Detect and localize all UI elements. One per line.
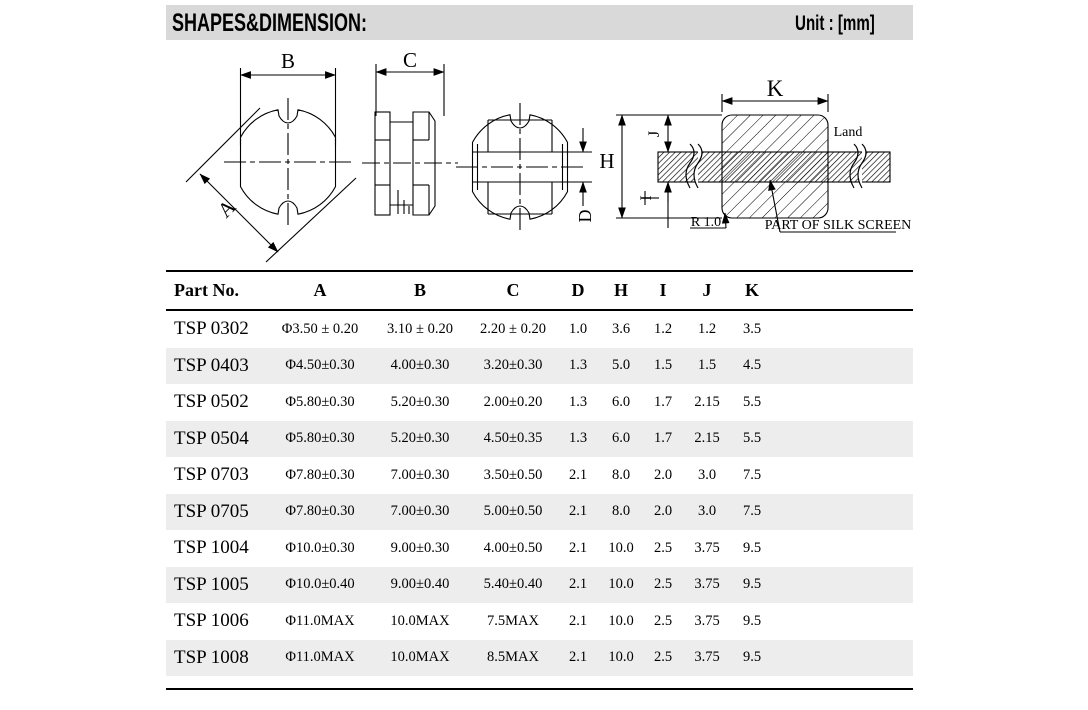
dim-value: 4.5 bbox=[742, 357, 762, 374]
unit-label: Unit : [mm] bbox=[795, 12, 875, 35]
dim-label-a: A bbox=[212, 194, 241, 223]
dim-value: 1.5 bbox=[653, 357, 673, 374]
dim-value: 2.1 bbox=[568, 649, 588, 666]
dim-value: 5.0 bbox=[611, 357, 631, 374]
dim-value: 3.75 bbox=[694, 612, 720, 629]
table-row bbox=[166, 311, 913, 348]
dim-value: 1.3 bbox=[568, 357, 588, 374]
dim-value: 2.15 bbox=[694, 393, 720, 410]
dim-value: 2.5 bbox=[653, 576, 673, 593]
column-header-b: B bbox=[413, 280, 426, 300]
table-body bbox=[166, 311, 913, 676]
part-number: TSP 1005 bbox=[174, 573, 249, 595]
column-header-d: D bbox=[571, 280, 585, 300]
section-title: SHAPES&DIMENSION: bbox=[172, 9, 368, 37]
dim-value: 3.75 bbox=[694, 539, 720, 556]
table-row bbox=[166, 384, 913, 421]
column-header-a: A bbox=[313, 280, 327, 300]
dim-value: 3.20±0.30 bbox=[483, 357, 543, 374]
table-header-row bbox=[166, 270, 913, 311]
dim-value: 3.5 bbox=[742, 320, 762, 337]
dim-value: 2.0 bbox=[653, 503, 673, 520]
dim-value: 6.0 bbox=[611, 430, 631, 447]
dim-value: Φ7.80±0.30 bbox=[285, 503, 355, 520]
dim-value: 9.00±0.40 bbox=[390, 576, 450, 593]
dim-value: 9.5 bbox=[742, 612, 762, 629]
dim-value: 3.6 bbox=[611, 320, 631, 337]
dim-value: 2.0 bbox=[653, 466, 673, 483]
dim-value: 5.40±0.40 bbox=[483, 576, 543, 593]
dim-value: 10.0 bbox=[608, 539, 634, 556]
dim-value: 2.5 bbox=[653, 649, 673, 666]
part-number: TSP 0703 bbox=[174, 464, 249, 486]
column-header-i: I bbox=[659, 280, 667, 300]
dim-value: 1.7 bbox=[653, 393, 673, 410]
dim-value: 5.00±0.50 bbox=[483, 503, 543, 520]
dim-value: 2.20 ± 0.20 bbox=[480, 320, 546, 337]
dim-value: Φ10.0±0.30 bbox=[285, 539, 355, 556]
dim-value: 1.7 bbox=[653, 430, 673, 447]
table-row bbox=[166, 421, 913, 458]
part-number: TSP 0504 bbox=[174, 427, 249, 449]
bottom-view bbox=[456, 103, 592, 231]
dim-value: 5.20±0.30 bbox=[390, 430, 450, 447]
dim-value: 1.2 bbox=[653, 320, 673, 337]
dim-value: Φ11.0MAX bbox=[285, 649, 355, 666]
dim-label-b: B bbox=[280, 50, 296, 73]
dim-value: 7.5MAX bbox=[487, 612, 539, 629]
dim-value: 9.5 bbox=[742, 539, 762, 556]
dim-value: Φ3.50 ± 0.20 bbox=[281, 320, 359, 337]
dim-value: 2.00±0.20 bbox=[483, 393, 543, 410]
dim-value: 10.0 bbox=[608, 576, 634, 593]
column-header-h: H bbox=[613, 280, 628, 300]
dim-value: 10.0MAX bbox=[390, 612, 450, 629]
technical-drawing bbox=[166, 50, 913, 268]
dim-value: 2.15 bbox=[694, 430, 720, 447]
dim-value: 6.0 bbox=[611, 393, 631, 410]
dim-value: 1.0 bbox=[568, 320, 588, 337]
top-view bbox=[186, 68, 356, 262]
dim-value: 4.00±0.30 bbox=[390, 357, 450, 374]
part-number: TSP 0403 bbox=[174, 354, 249, 376]
land-label: Land bbox=[833, 125, 863, 140]
dim-label-k: K bbox=[766, 76, 784, 101]
dim-value: 10.0 bbox=[608, 649, 634, 666]
part-number: TSP 0302 bbox=[174, 318, 249, 340]
dim-value: Φ5.80±0.30 bbox=[285, 430, 355, 447]
section-header-bar bbox=[166, 5, 913, 40]
part-number: TSP 1008 bbox=[174, 646, 249, 668]
dim-value: 2.5 bbox=[653, 612, 673, 629]
table-row-highlighted bbox=[166, 457, 913, 494]
dim-value: 2.5 bbox=[653, 539, 673, 556]
dim-value: Φ4.50±0.30 bbox=[285, 357, 355, 374]
table-row bbox=[166, 494, 913, 531]
dim-value: 8.0 bbox=[611, 466, 631, 483]
dim-value: 3.75 bbox=[694, 576, 720, 593]
bottom-rule bbox=[166, 688, 913, 690]
dim-value: 8.0 bbox=[611, 503, 631, 520]
column-header-j: J bbox=[702, 280, 712, 300]
table-row bbox=[166, 530, 913, 567]
dim-label-c: C bbox=[402, 50, 418, 72]
dim-value: 5.5 bbox=[742, 393, 762, 410]
dim-value: Φ7.80±0.30 bbox=[285, 466, 355, 483]
part-number: TSP 1006 bbox=[174, 610, 249, 632]
dim-value: 4.50±0.35 bbox=[483, 430, 543, 447]
column-header-part-no: Part No. bbox=[174, 280, 239, 300]
dim-value: 7.5 bbox=[742, 466, 762, 483]
dim-value: 8.5MAX bbox=[487, 649, 539, 666]
shapes-diagram-svg bbox=[166, 50, 913, 268]
dim-value: 4.00±0.50 bbox=[483, 539, 543, 556]
dim-label-i: I bbox=[638, 195, 655, 201]
dim-value: 2.1 bbox=[568, 576, 588, 593]
dim-label-d: D bbox=[575, 209, 595, 223]
dimension-table bbox=[166, 270, 913, 676]
dim-value: Φ11.0MAX bbox=[285, 612, 355, 629]
dim-label-j: J bbox=[646, 130, 663, 138]
table-row bbox=[166, 348, 913, 385]
part-number: TSP 0705 bbox=[174, 500, 249, 522]
dim-value: 1.3 bbox=[568, 430, 588, 447]
dim-value: 1.3 bbox=[568, 393, 588, 410]
radius-label: R 1.0 bbox=[690, 215, 722, 230]
silkscreen-label: PART OF SILK SCREEN bbox=[764, 218, 912, 233]
dim-value: 3.0 bbox=[697, 466, 717, 483]
column-header-c: C bbox=[506, 280, 520, 300]
dim-value: 3.75 bbox=[694, 649, 720, 666]
dim-value: 2.1 bbox=[568, 466, 588, 483]
side-view bbox=[362, 64, 458, 215]
dim-value: 2.1 bbox=[568, 612, 588, 629]
dim-value: 3.0 bbox=[697, 503, 717, 520]
dim-value: 5.5 bbox=[742, 430, 762, 447]
table-row bbox=[166, 567, 913, 604]
part-number: TSP 1004 bbox=[174, 537, 249, 559]
dim-value: 2.1 bbox=[568, 503, 588, 520]
dim-value: 1.5 bbox=[697, 357, 717, 374]
dim-value: 10.0MAX bbox=[390, 649, 450, 666]
part-number: TSP 0502 bbox=[174, 391, 249, 413]
dim-value: 7.5 bbox=[742, 503, 762, 520]
dim-value: 9.5 bbox=[742, 649, 762, 666]
land-pattern-view bbox=[616, 94, 896, 232]
dim-value: 5.20±0.30 bbox=[390, 393, 450, 410]
dim-value: 3.50±0.50 bbox=[483, 466, 543, 483]
dim-value: Φ5.80±0.30 bbox=[285, 393, 355, 410]
dim-value: 1.2 bbox=[697, 320, 717, 337]
table-row bbox=[166, 640, 913, 677]
dim-value: 7.00±0.30 bbox=[390, 503, 450, 520]
dim-value: 10.0 bbox=[608, 612, 634, 629]
dim-value: 3.10 ± 0.20 bbox=[387, 320, 453, 337]
dim-label-h: H bbox=[599, 149, 615, 173]
dim-value: 9.5 bbox=[742, 576, 762, 593]
dim-value: 7.00±0.30 bbox=[390, 466, 450, 483]
dim-value: 9.00±0.30 bbox=[390, 539, 450, 556]
dim-value: Φ10.0±0.40 bbox=[285, 576, 355, 593]
table-row bbox=[166, 603, 913, 640]
dim-value: 2.1 bbox=[568, 539, 588, 556]
column-header-k: K bbox=[744, 280, 759, 300]
